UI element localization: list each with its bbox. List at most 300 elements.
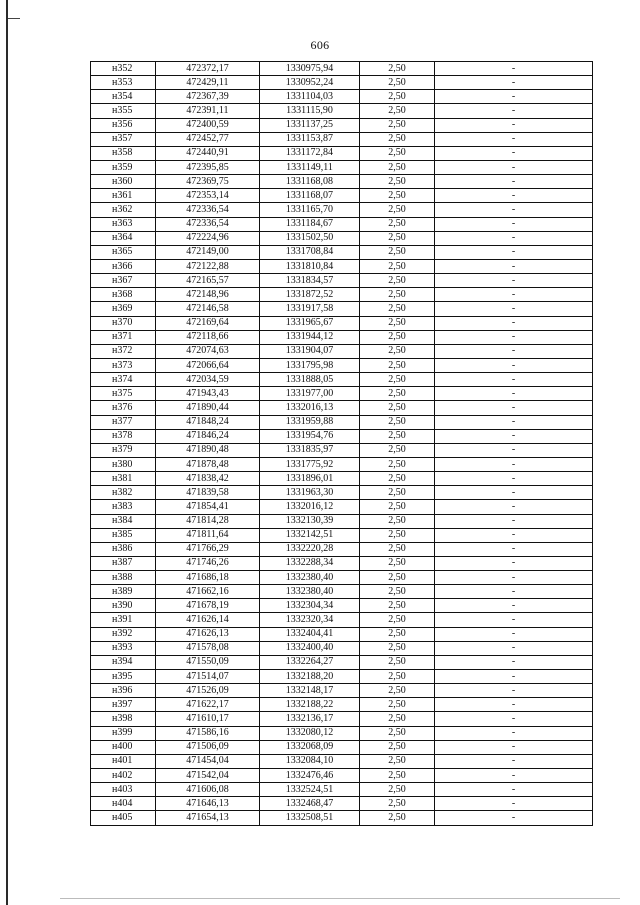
- accuracy-cell: 2,50: [360, 387, 435, 401]
- x-coordinate-cell: 472034,59: [156, 373, 260, 387]
- scan-edge: [6, 0, 8, 905]
- accuracy-cell: 2,50: [360, 500, 435, 514]
- accuracy-cell: 2,50: [360, 585, 435, 599]
- table-row: [91, 344, 593, 358]
- y-coordinate-cell: 1332142,51: [260, 528, 360, 542]
- point-id-cell: н369: [91, 302, 156, 316]
- description-cell: -: [435, 542, 593, 556]
- point-id-cell: н388: [91, 571, 156, 585]
- table-row: [91, 528, 593, 542]
- x-coordinate-cell: 472149,00: [156, 245, 260, 259]
- table-row: [91, 62, 593, 76]
- table-row: [91, 684, 593, 698]
- y-coordinate-cell: 1332320,34: [260, 613, 360, 627]
- x-coordinate-cell: 472336,54: [156, 203, 260, 217]
- description-cell: -: [435, 599, 593, 613]
- y-coordinate-cell: 1331795,98: [260, 358, 360, 372]
- y-coordinate-cell: 1332188,22: [260, 698, 360, 712]
- point-id-cell: н395: [91, 670, 156, 684]
- description-cell: -: [435, 712, 593, 726]
- description-cell: -: [435, 203, 593, 217]
- description-cell: -: [435, 627, 593, 641]
- y-coordinate-cell: 1332220,28: [260, 542, 360, 556]
- description-cell: -: [435, 740, 593, 754]
- y-coordinate-cell: 1331172,84: [260, 146, 360, 160]
- accuracy-cell: 2,50: [360, 118, 435, 132]
- x-coordinate-cell: 472452,77: [156, 132, 260, 146]
- x-coordinate-cell: 471578,08: [156, 641, 260, 655]
- description-cell: -: [435, 670, 593, 684]
- y-coordinate-cell: 1331104,03: [260, 90, 360, 104]
- point-id-cell: н403: [91, 783, 156, 797]
- table-row: [91, 457, 593, 471]
- table-row: [91, 811, 593, 825]
- accuracy-cell: 2,50: [360, 288, 435, 302]
- description-cell: -: [435, 104, 593, 118]
- x-coordinate-cell: 472429,11: [156, 76, 260, 90]
- accuracy-cell: 2,50: [360, 104, 435, 118]
- point-id-cell: н384: [91, 514, 156, 528]
- x-coordinate-cell: 472391,11: [156, 104, 260, 118]
- y-coordinate-cell: 1331168,08: [260, 175, 360, 189]
- description-cell: -: [435, 571, 593, 585]
- accuracy-cell: 2,50: [360, 472, 435, 486]
- table-row: [91, 302, 593, 316]
- point-id-cell: н378: [91, 429, 156, 443]
- accuracy-cell: 2,50: [360, 302, 435, 316]
- point-id-cell: н380: [91, 457, 156, 471]
- table-row: [91, 585, 593, 599]
- accuracy-cell: 2,50: [360, 811, 435, 825]
- y-coordinate-cell: 1331810,84: [260, 259, 360, 273]
- point-id-cell: н402: [91, 769, 156, 783]
- description-cell: -: [435, 585, 593, 599]
- accuracy-cell: 2,50: [360, 599, 435, 613]
- y-coordinate-cell: 1330975,94: [260, 62, 360, 76]
- table-row: [91, 401, 593, 415]
- page-number: 606: [310, 38, 330, 52]
- table-row: [91, 104, 593, 118]
- y-coordinate-cell: 1331977,00: [260, 387, 360, 401]
- description-cell: -: [435, 62, 593, 76]
- table-row: [91, 443, 593, 457]
- description-cell: -: [435, 316, 593, 330]
- x-coordinate-cell: 471746,26: [156, 556, 260, 570]
- table-row: [91, 726, 593, 740]
- y-coordinate-cell: 1331168,07: [260, 189, 360, 203]
- point-id-cell: н400: [91, 740, 156, 754]
- y-coordinate-cell: 1332288,34: [260, 556, 360, 570]
- x-coordinate-cell: 471662,16: [156, 585, 260, 599]
- table-row: [91, 274, 593, 288]
- table-row: [91, 373, 593, 387]
- scan-mark: [8, 18, 20, 19]
- x-coordinate-cell: 471506,09: [156, 740, 260, 754]
- x-coordinate-cell: 471678,19: [156, 599, 260, 613]
- accuracy-cell: 2,50: [360, 401, 435, 415]
- accuracy-cell: 2,50: [360, 175, 435, 189]
- accuracy-cell: 2,50: [360, 655, 435, 669]
- x-coordinate-cell: 472066,64: [156, 358, 260, 372]
- point-id-cell: н375: [91, 387, 156, 401]
- y-coordinate-cell: 1332068,09: [260, 740, 360, 754]
- x-coordinate-cell: 471890,44: [156, 401, 260, 415]
- y-coordinate-cell: 1331115,90: [260, 104, 360, 118]
- table-row: [91, 514, 593, 528]
- description-cell: -: [435, 302, 593, 316]
- x-coordinate-cell: 471526,09: [156, 684, 260, 698]
- accuracy-cell: 2,50: [360, 76, 435, 90]
- accuracy-cell: 2,50: [360, 457, 435, 471]
- y-coordinate-cell: 1331165,70: [260, 203, 360, 217]
- x-coordinate-cell: 472440,91: [156, 146, 260, 160]
- description-cell: -: [435, 500, 593, 514]
- accuracy-cell: 2,50: [360, 542, 435, 556]
- description-cell: -: [435, 754, 593, 768]
- y-coordinate-cell: 1332524,51: [260, 783, 360, 797]
- y-coordinate-cell: 1331502,50: [260, 231, 360, 245]
- x-coordinate-cell: 472074,63: [156, 344, 260, 358]
- y-coordinate-cell: 1332476,46: [260, 769, 360, 783]
- y-coordinate-cell: 1332264,27: [260, 655, 360, 669]
- table-row: [91, 132, 593, 146]
- point-id-cell: н356: [91, 118, 156, 132]
- table-row: [91, 288, 593, 302]
- description-cell: -: [435, 415, 593, 429]
- y-coordinate-cell: 1332016,13: [260, 401, 360, 415]
- x-coordinate-cell: 471626,13: [156, 627, 260, 641]
- description-cell: -: [435, 274, 593, 288]
- x-coordinate-cell: 471542,04: [156, 769, 260, 783]
- point-id-cell: н368: [91, 288, 156, 302]
- x-coordinate-cell: 472146,58: [156, 302, 260, 316]
- description-cell: -: [435, 613, 593, 627]
- point-id-cell: н367: [91, 274, 156, 288]
- table-row: [91, 754, 593, 768]
- y-coordinate-cell: 1331954,76: [260, 429, 360, 443]
- description-cell: -: [435, 769, 593, 783]
- point-id-cell: н370: [91, 316, 156, 330]
- x-coordinate-cell: 471848,24: [156, 415, 260, 429]
- table-row: [91, 613, 593, 627]
- point-id-cell: н405: [91, 811, 156, 825]
- accuracy-cell: 2,50: [360, 783, 435, 797]
- x-coordinate-cell: 472118,66: [156, 330, 260, 344]
- point-id-cell: н374: [91, 373, 156, 387]
- table-row: [91, 118, 593, 132]
- table-row: [91, 429, 593, 443]
- y-coordinate-cell: 1331959,88: [260, 415, 360, 429]
- description-cell: -: [435, 472, 593, 486]
- table-row: [91, 146, 593, 160]
- point-id-cell: н359: [91, 160, 156, 174]
- table-row: [91, 245, 593, 259]
- table-row: [91, 316, 593, 330]
- description-cell: -: [435, 726, 593, 740]
- y-coordinate-cell: 1331917,58: [260, 302, 360, 316]
- accuracy-cell: 2,50: [360, 514, 435, 528]
- description-cell: -: [435, 811, 593, 825]
- accuracy-cell: 2,50: [360, 627, 435, 641]
- description-cell: -: [435, 684, 593, 698]
- description-cell: -: [435, 514, 593, 528]
- description-cell: -: [435, 429, 593, 443]
- description-cell: -: [435, 90, 593, 104]
- description-cell: -: [435, 387, 593, 401]
- x-coordinate-cell: 471686,18: [156, 571, 260, 585]
- x-coordinate-cell: 471626,14: [156, 613, 260, 627]
- description-cell: -: [435, 132, 593, 146]
- table-row: [91, 330, 593, 344]
- point-id-cell: н364: [91, 231, 156, 245]
- table-row: [91, 542, 593, 556]
- x-coordinate-cell: 472336,54: [156, 217, 260, 231]
- description-cell: -: [435, 655, 593, 669]
- x-coordinate-cell: 471846,24: [156, 429, 260, 443]
- accuracy-cell: 2,50: [360, 330, 435, 344]
- description-cell: -: [435, 288, 593, 302]
- description-cell: -: [435, 76, 593, 90]
- y-coordinate-cell: 1331775,92: [260, 457, 360, 471]
- table-row: [91, 358, 593, 372]
- x-coordinate-cell: 471766,29: [156, 542, 260, 556]
- point-id-cell: н390: [91, 599, 156, 613]
- table-row: [91, 500, 593, 514]
- accuracy-cell: 2,50: [360, 528, 435, 542]
- y-coordinate-cell: 1332136,17: [260, 712, 360, 726]
- description-cell: -: [435, 358, 593, 372]
- accuracy-cell: 2,50: [360, 217, 435, 231]
- point-id-cell: н376: [91, 401, 156, 415]
- y-coordinate-cell: 1331149,11: [260, 160, 360, 174]
- accuracy-cell: 2,50: [360, 160, 435, 174]
- point-id-cell: н360: [91, 175, 156, 189]
- point-id-cell: н363: [91, 217, 156, 231]
- accuracy-cell: 2,50: [360, 698, 435, 712]
- table-row: [91, 670, 593, 684]
- table-row: [91, 740, 593, 754]
- point-id-cell: н387: [91, 556, 156, 570]
- table-row: [91, 599, 593, 613]
- description-cell: -: [435, 118, 593, 132]
- description-cell: -: [435, 217, 593, 231]
- y-coordinate-cell: 1332468,47: [260, 797, 360, 811]
- table-row: [91, 76, 593, 90]
- y-coordinate-cell: 1331137,25: [260, 118, 360, 132]
- x-coordinate-cell: 471878,48: [156, 457, 260, 471]
- x-coordinate-cell: 472122,88: [156, 259, 260, 273]
- description-cell: -: [435, 344, 593, 358]
- point-id-cell: н362: [91, 203, 156, 217]
- accuracy-cell: 2,50: [360, 486, 435, 500]
- x-coordinate-cell: 471610,17: [156, 712, 260, 726]
- accuracy-cell: 2,50: [360, 797, 435, 811]
- description-cell: -: [435, 797, 593, 811]
- point-id-cell: н393: [91, 641, 156, 655]
- point-id-cell: н394: [91, 655, 156, 669]
- x-coordinate-cell: 471654,13: [156, 811, 260, 825]
- table-row: [91, 712, 593, 726]
- point-id-cell: н398: [91, 712, 156, 726]
- accuracy-cell: 2,50: [360, 415, 435, 429]
- point-id-cell: н386: [91, 542, 156, 556]
- description-cell: -: [435, 457, 593, 471]
- accuracy-cell: 2,50: [360, 132, 435, 146]
- point-id-cell: н391: [91, 613, 156, 627]
- x-coordinate-cell: 472353,14: [156, 189, 260, 203]
- point-id-cell: н366: [91, 259, 156, 273]
- description-cell: -: [435, 189, 593, 203]
- y-coordinate-cell: 1331153,87: [260, 132, 360, 146]
- y-coordinate-cell: 1331888,05: [260, 373, 360, 387]
- accuracy-cell: 2,50: [360, 726, 435, 740]
- accuracy-cell: 2,50: [360, 613, 435, 627]
- y-coordinate-cell: 1331965,67: [260, 316, 360, 330]
- y-coordinate-cell: 1331835,97: [260, 443, 360, 457]
- table-row: [91, 571, 593, 585]
- x-coordinate-cell: 471454,04: [156, 754, 260, 768]
- table-row: [91, 387, 593, 401]
- accuracy-cell: 2,50: [360, 571, 435, 585]
- description-cell: -: [435, 486, 593, 500]
- x-coordinate-cell: 471646,13: [156, 797, 260, 811]
- description-cell: -: [435, 146, 593, 160]
- table-row: [91, 472, 593, 486]
- point-id-cell: н392: [91, 627, 156, 641]
- point-id-cell: н383: [91, 500, 156, 514]
- table-row: [91, 556, 593, 570]
- point-id-cell: н358: [91, 146, 156, 160]
- description-cell: -: [435, 783, 593, 797]
- x-coordinate-cell: 472367,39: [156, 90, 260, 104]
- table-row: [91, 627, 593, 641]
- x-coordinate-cell: 471854,41: [156, 500, 260, 514]
- y-coordinate-cell: 1332380,40: [260, 571, 360, 585]
- point-id-cell: н354: [91, 90, 156, 104]
- x-coordinate-cell: 472148,96: [156, 288, 260, 302]
- accuracy-cell: 2,50: [360, 274, 435, 288]
- accuracy-cell: 2,50: [360, 754, 435, 768]
- point-id-cell: н365: [91, 245, 156, 259]
- x-coordinate-cell: 472165,57: [156, 274, 260, 288]
- point-id-cell: н381: [91, 472, 156, 486]
- y-coordinate-cell: 1332016,12: [260, 500, 360, 514]
- y-coordinate-cell: 1332084,10: [260, 754, 360, 768]
- point-id-cell: н372: [91, 344, 156, 358]
- table-row: [91, 486, 593, 500]
- accuracy-cell: 2,50: [360, 316, 435, 330]
- point-id-cell: н361: [91, 189, 156, 203]
- x-coordinate-cell: 472400,59: [156, 118, 260, 132]
- point-id-cell: н353: [91, 76, 156, 90]
- description-cell: -: [435, 443, 593, 457]
- table-row: [91, 189, 593, 203]
- y-coordinate-cell: 1331708,84: [260, 245, 360, 259]
- table-row: [91, 217, 593, 231]
- scan-bottom-line: [60, 898, 620, 899]
- accuracy-cell: 2,50: [360, 641, 435, 655]
- point-id-cell: н371: [91, 330, 156, 344]
- table-row: [91, 175, 593, 189]
- point-id-cell: н373: [91, 358, 156, 372]
- point-id-cell: н389: [91, 585, 156, 599]
- description-cell: -: [435, 175, 593, 189]
- description-cell: -: [435, 231, 593, 245]
- accuracy-cell: 2,50: [360, 259, 435, 273]
- table-row: [91, 655, 593, 669]
- description-cell: -: [435, 245, 593, 259]
- x-coordinate-cell: 471943,43: [156, 387, 260, 401]
- accuracy-cell: 2,50: [360, 684, 435, 698]
- x-coordinate-cell: 472169,64: [156, 316, 260, 330]
- y-coordinate-cell: 1332080,12: [260, 726, 360, 740]
- y-coordinate-cell: 1331872,52: [260, 288, 360, 302]
- point-id-cell: н357: [91, 132, 156, 146]
- x-coordinate-cell: 471606,08: [156, 783, 260, 797]
- x-coordinate-cell: 471514,07: [156, 670, 260, 684]
- y-coordinate-cell: 1332400,40: [260, 641, 360, 655]
- x-coordinate-cell: 471586,16: [156, 726, 260, 740]
- x-coordinate-cell: 472369,75: [156, 175, 260, 189]
- table-row: [91, 160, 593, 174]
- table-row: [91, 203, 593, 217]
- description-cell: -: [435, 373, 593, 387]
- y-coordinate-cell: 1332148,17: [260, 684, 360, 698]
- y-coordinate-cell: 1332188,20: [260, 670, 360, 684]
- y-coordinate-cell: 1331904,07: [260, 344, 360, 358]
- y-coordinate-cell: 1331963,30: [260, 486, 360, 500]
- description-cell: -: [435, 641, 593, 655]
- y-coordinate-cell: 1332404,41: [260, 627, 360, 641]
- point-id-cell: н382: [91, 486, 156, 500]
- point-id-cell: н377: [91, 415, 156, 429]
- accuracy-cell: 2,50: [360, 373, 435, 387]
- point-id-cell: н385: [91, 528, 156, 542]
- x-coordinate-cell: 471890,48: [156, 443, 260, 457]
- table-row: [91, 231, 593, 245]
- table-row: [91, 783, 593, 797]
- y-coordinate-cell: 1331944,12: [260, 330, 360, 344]
- description-cell: -: [435, 330, 593, 344]
- point-id-cell: н396: [91, 684, 156, 698]
- table-row: [91, 259, 593, 273]
- table-row: [91, 415, 593, 429]
- table-row: [91, 698, 593, 712]
- x-coordinate-cell: 471811,64: [156, 528, 260, 542]
- point-id-cell: н355: [91, 104, 156, 118]
- accuracy-cell: 2,50: [360, 769, 435, 783]
- description-cell: -: [435, 401, 593, 415]
- description-cell: -: [435, 160, 593, 174]
- accuracy-cell: 2,50: [360, 443, 435, 457]
- accuracy-cell: 2,50: [360, 231, 435, 245]
- point-id-cell: н399: [91, 726, 156, 740]
- x-coordinate-cell: 472395,85: [156, 160, 260, 174]
- description-cell: -: [435, 528, 593, 542]
- y-coordinate-cell: 1332130,39: [260, 514, 360, 528]
- description-cell: -: [435, 556, 593, 570]
- x-coordinate-cell: 471550,09: [156, 655, 260, 669]
- point-id-cell: н379: [91, 443, 156, 457]
- y-coordinate-cell: 1332508,51: [260, 811, 360, 825]
- x-coordinate-cell: 472372,17: [156, 62, 260, 76]
- description-cell: -: [435, 259, 593, 273]
- accuracy-cell: 2,50: [360, 62, 435, 76]
- y-coordinate-cell: 1330952,24: [260, 76, 360, 90]
- accuracy-cell: 2,50: [360, 712, 435, 726]
- accuracy-cell: 2,50: [360, 146, 435, 160]
- x-coordinate-cell: 472224,96: [156, 231, 260, 245]
